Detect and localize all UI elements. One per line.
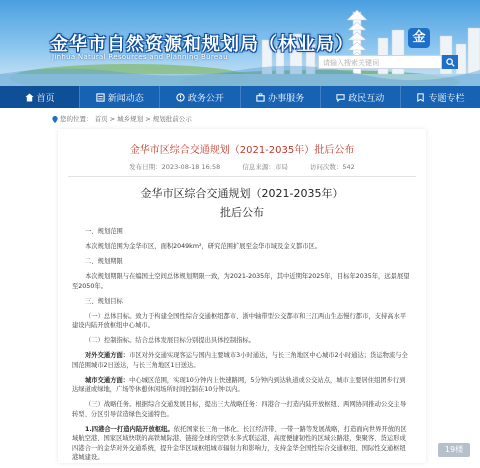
article-red-title: 金华市区综合交通规划（2021-2035年）批后公布: [129, 145, 355, 156]
body-paragraph: [72, 351, 410, 370]
body-paragraph: [72, 336, 410, 346]
site-logo-badge: 金: [408, 28, 430, 48]
nav-topic[interactable]: [401, 86, 480, 108]
body-paragraph: [72, 227, 410, 237]
paragraph-text: 三、规划目标: [85, 297, 123, 305]
paragraph-text: 中心城区范围，实现10分钟内上快速路网，5分钟内到达轨道或公交站点，城市主要居住组团步行到达绿道或绿地，广场等休憩休闲场所时间控制在10分钟以内。: [72, 376, 406, 393]
breadcrumb: [0, 108, 480, 130]
body-paragraph: [72, 297, 410, 307]
paragraph-text: 一、规划范围: [85, 228, 123, 235]
body-paragraph: [72, 312, 410, 331]
nav-label: 办事服务: [268, 93, 305, 104]
article-card: [58, 129, 426, 463]
body-paragraph: [72, 257, 410, 267]
home-icon: [25, 93, 34, 102]
interaction-icon: [336, 93, 345, 102]
topic-icon: [416, 93, 425, 102]
nav-label: 政务公开: [187, 93, 224, 104]
nav-label: 政民互动: [348, 93, 385, 104]
paragraph-lead: 城市交通方面：: [85, 376, 130, 384]
paragraph-text: 二、规划期限: [85, 258, 123, 265]
body-paragraph: [72, 425, 410, 463]
article-headline: 金华市区综合交通规划（2021-2035年）: [140, 187, 344, 200]
gov-info-icon: [176, 93, 185, 102]
site-watermark: 19楼: [438, 443, 470, 457]
paragraph-lead: 对外交通方面：: [85, 352, 130, 359]
site-subtitle: Jinhua Natural Resources and Planning Bureau: [52, 53, 228, 61]
nav-label: 新闻动态: [107, 93, 144, 104]
main-nav: [0, 86, 480, 108]
paragraph-lead: 1.四港合一打造内陆开放枢纽。: [85, 425, 174, 433]
site-title: 金华市自然资源和规划局（林业局）: [50, 34, 354, 55]
paragraph-text: （一）总体目标。致力于构建全国性综合交通枢纽都市、浙中轴带型公交都市和三江两山生态慢行都市，支持高水平建设内陆开放枢纽中心城市。: [72, 312, 407, 329]
body-paragraph: [72, 242, 410, 252]
nav-interaction[interactable]: [321, 86, 401, 108]
nav-label: 首页: [36, 93, 55, 104]
nav-home[interactable]: [0, 86, 80, 108]
view-count: 访问次数：542: [309, 163, 355, 171]
article-body: [72, 227, 410, 468]
news-icon: [96, 93, 105, 102]
paragraph-text: 市区对外交通实现客运与国内主要城市3小时通达，与长三角地区中心城市2小时通达；货运物流与全国范围城市2日送达，与长三角地区1日送达。: [72, 352, 408, 369]
search-button[interactable]: [442, 55, 458, 69]
search-input[interactable]: 请输入搜索关键词: [318, 55, 442, 69]
paragraph-text: （三）战略任务。根据综合交通发展目标，提出三大战略任务：四港合一打造内陆开放枢纽、两网协同推动公交主导转型、分区引导营造绿色交通特色。: [72, 401, 407, 418]
paragraph-text: 本次规划范围为金华市区，面积2049km²，研究范围扩展至金华市域及金义都市区。: [85, 243, 322, 250]
paragraph-text: 依托国家长三角一体化、长江经济带、一带一路等发展战略，打造面向世界开放的区域航空港、国家区域快联的高铁城际港、链接全球的空铁水多式联运港、高度便捷韧性的区域公路港，集聚客、货运形成四港合一的金华对外交通系统，提升金华区域枢纽城市辐射力和影响力，支持金华全国性综合交通枢纽、国际性交通枢纽港城建设。: [72, 425, 407, 461]
article-meta: [58, 162, 426, 171]
paragraph-text: （二）控制指标。结合总体发展目标分别提出具体控制指标。: [85, 337, 256, 344]
service-icon: [256, 93, 265, 102]
paragraph-text: 本次规划期限与在编国土空间总体规划期限一致，为2021-2035年，其中近期年2025年，目标年2035年，远景展望至2050年。: [72, 273, 410, 290]
info-source: 信息来源：市局: [242, 163, 288, 171]
body-paragraph: [72, 376, 410, 395]
nav-gov-info[interactable]: [160, 86, 240, 108]
nav-label: 专题专栏: [428, 93, 465, 104]
breadcrumb-text[interactable]: 您的位置： 首页 > 城乡规划 > 规划批前公示: [60, 115, 192, 123]
publish-date: 发布日期：2023-08-18 16:58: [129, 163, 221, 171]
divider: [68, 176, 416, 177]
body-paragraph: [72, 400, 410, 419]
article-subheadline: 批后公布: [220, 206, 264, 219]
nav-service[interactable]: [241, 86, 321, 108]
site-banner: [0, 0, 480, 86]
search-icon: [446, 58, 455, 67]
body-paragraph: [72, 272, 410, 291]
nav-news[interactable]: [80, 86, 160, 108]
location-pin-icon: [52, 116, 58, 123]
